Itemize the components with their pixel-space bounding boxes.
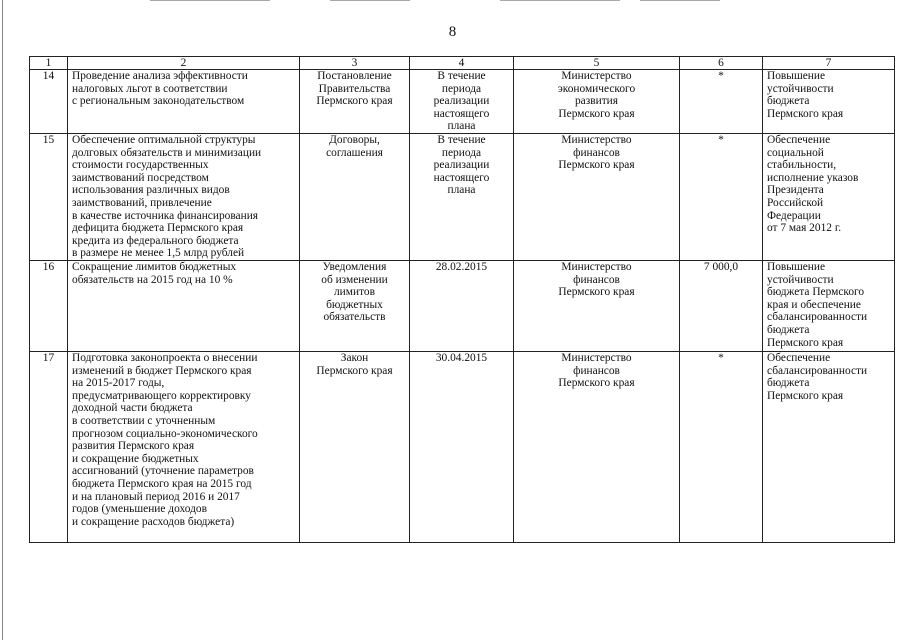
cell-text-line: об изменении [321, 273, 388, 286]
cell-text-line: Федерации [767, 209, 821, 222]
cell-text-line: Пермского края [558, 286, 635, 299]
column-header: 6 [680, 57, 763, 70]
cell-text-line: Повышение [767, 70, 826, 82]
cell-text-line: Пермского края [558, 107, 635, 120]
scan-edge-top [150, 0, 270, 1]
scan-edge-top [640, 0, 720, 1]
cell-text-line: в размере не менее 1,5 млрд рублей [72, 247, 245, 260]
cell-text-line: Сокращение лимитов бюджетных [72, 260, 237, 273]
result-cell [763, 260, 895, 351]
cell-text-line: от 7 мая 2012 г. [767, 222, 842, 235]
cell-text-line: в соответствии с уточненным [72, 414, 216, 427]
cell-text-line: и на плановый период 2016 и 2017 [72, 490, 240, 503]
cell-text-line: изменений в бюджет Пермского края [72, 364, 252, 377]
cell-text-line: и сокращение расходов бюджета) [72, 515, 235, 528]
cell-text-line: Пермского края [316, 95, 393, 108]
cell-text-line: лимитов [334, 286, 375, 299]
cell-text-line: заимствований, привлечение [72, 196, 212, 209]
table-row [30, 133, 895, 260]
cell-text-line: исполнение указов [767, 171, 859, 184]
scan-edge-top [330, 0, 410, 1]
cell-text-line: настоящего [433, 107, 490, 120]
cell-text-line: Министерство [561, 70, 632, 82]
cell-text-line: сбалансированности [767, 364, 868, 377]
executor-cell [514, 133, 680, 260]
cell-text-line: Пермского края [767, 107, 844, 120]
executor-cell [514, 260, 680, 351]
cell-text-line: Пермского края [558, 377, 635, 390]
cell-text-line: Закон [340, 351, 369, 364]
cell-text-line: и сокращение бюджетных [72, 452, 199, 465]
cell-text-line: Пермского края [558, 159, 635, 172]
cell-text-line: предусматривающего корректировку [72, 389, 251, 402]
cell-text-line: сбалансированности [767, 311, 868, 324]
cell-text-line: Подготовка законопроекта о внесении [72, 351, 258, 364]
measures-table [29, 56, 895, 543]
table-header-row [30, 57, 895, 70]
cell-text-line: дефицита бюджета Пермского края [72, 222, 244, 235]
measure-name-cell [68, 70, 300, 134]
row-number-cell: 15 [30, 133, 68, 260]
result-cell [763, 70, 895, 134]
cell-text-line: плана [447, 184, 476, 197]
deadline-cell [410, 351, 514, 542]
cell-text-line: периода [441, 82, 482, 95]
row-number-cell: 14 [30, 70, 68, 134]
effect-cell: * [680, 351, 763, 542]
table-row [30, 351, 895, 542]
cell-text-line: Обеспечение [767, 133, 831, 146]
cell-text-line: стабильности, [767, 159, 837, 172]
cell-text-line: бюджета [767, 323, 810, 336]
cell-text-line: стоимости государственных [72, 159, 209, 172]
column-header: 4 [410, 57, 514, 70]
measure-name-cell [68, 260, 300, 351]
document-type-cell [300, 351, 410, 542]
measure-name-cell [68, 351, 300, 542]
row-number-cell: 16 [30, 260, 68, 351]
executor-cell [514, 70, 680, 134]
cell-text-line: заимствований посредством [72, 171, 209, 184]
cell-text-line: Российской [767, 196, 824, 209]
page-number: 8 [448, 24, 457, 40]
column-header: 3 [300, 57, 410, 70]
effect-cell: * [680, 70, 763, 134]
cell-text-line: Повышение [767, 260, 826, 273]
cell-text-line: В течение [437, 133, 486, 146]
cell-text-line: Уведомления [322, 260, 387, 273]
cell-text-line: Пермского края [767, 389, 844, 402]
cell-text-line: Президента [767, 184, 824, 197]
executor-cell [514, 351, 680, 542]
cell-text-line: плана [447, 120, 476, 133]
cell-text-line: Правительства [318, 82, 391, 95]
measure-name-cell [68, 133, 300, 260]
cell-text-line: Пермского края [767, 336, 844, 349]
result-cell [763, 133, 895, 260]
cell-text-line: финансов [573, 146, 620, 159]
cell-text-line: Договоры, [329, 133, 380, 146]
cell-text-line: бюджета Пермского края на 2015 год [72, 477, 252, 490]
deadline-cell [410, 70, 514, 134]
cell-text-line: устойчивости [767, 82, 834, 95]
scan-edge-left [2, 0, 3, 640]
cell-text-line: периода [441, 146, 482, 159]
cell-text-line: реализации [433, 159, 490, 172]
result-cell [763, 351, 895, 542]
cell-text-line: налоговых льгот в соответствии [72, 82, 228, 95]
scan-edge-top [500, 0, 620, 1]
cell-text-line: финансов [573, 273, 620, 286]
column-header: 1 [30, 57, 68, 70]
effect-cell: * [680, 133, 763, 260]
document-type-cell [300, 260, 410, 351]
cell-text-line: обязательств на 2015 год на 10 % [72, 273, 233, 286]
cell-text-line: Постановление [317, 70, 392, 82]
cell-text-line: Министерство [561, 351, 632, 364]
cell-text-line: кредита из федерального бюджета [72, 234, 239, 247]
cell-text-line: Пермского края [316, 364, 393, 377]
cell-text-line: обязательств [323, 311, 386, 324]
table-row [30, 260, 895, 351]
deadline-cell [410, 133, 514, 260]
column-header: 5 [514, 57, 680, 70]
cell-text-line: с региональным законодательством [72, 95, 245, 108]
cell-text-line: экономического [557, 82, 636, 95]
cell-text-line: бюджета [767, 377, 810, 390]
cell-text-line: устойчивости [767, 273, 834, 286]
cell-text-line: долговых обязательств и минимизации [72, 146, 262, 159]
cell-text-line: Министерство [561, 133, 632, 146]
effect-cell: 7 000,0 [680, 260, 763, 351]
cell-text-line: бюджета Пермского [767, 286, 865, 299]
cell-text-line: Обеспечение оптимальной структуры [72, 133, 256, 146]
cell-text-line: В течение [437, 70, 486, 82]
cell-text-line: края и обеспечение [767, 298, 861, 311]
cell-text-line: ассигнований (уточнение параметров [72, 465, 254, 478]
document-type-cell [300, 70, 410, 134]
cell-text-line: 30.04.2015 [435, 351, 488, 364]
cell-text-line: на 2015-2017 годы, [72, 377, 165, 390]
cell-text-line: развития Пермского края [72, 440, 195, 453]
cell-text-line: развития [574, 95, 619, 108]
column-header: 7 [763, 57, 895, 70]
document-type-cell [300, 133, 410, 260]
cell-text-line: реализации [433, 95, 490, 108]
cell-text-line: Проведение анализа эффективности [72, 70, 248, 82]
cell-text-line: социальной [767, 146, 824, 159]
table-row [30, 70, 895, 134]
cell-text-line: доходной части бюджета [72, 402, 193, 415]
cell-text-line: бюджетных [326, 298, 383, 311]
row-number-cell: 17 [30, 351, 68, 542]
cell-text-line: соглашения [326, 146, 383, 159]
cell-text-line: финансов [573, 364, 620, 377]
cell-text-line: в качестве источника финансирования [72, 209, 259, 222]
cell-text-line: 28.02.2015 [435, 260, 488, 273]
cell-text-line: годов (уменьшение доходов [72, 503, 207, 516]
cell-text-line: Обеспечение [767, 351, 831, 364]
deadline-cell [410, 260, 514, 351]
cell-text-line: настоящего [433, 171, 490, 184]
cell-text-line: использования различных видов [72, 184, 230, 197]
column-header: 2 [68, 57, 300, 70]
cell-text-line: Министерство [561, 260, 632, 273]
cell-text-line: бюджета [767, 95, 810, 108]
cell-text-line: прогнозом социально-экономического [72, 427, 258, 440]
